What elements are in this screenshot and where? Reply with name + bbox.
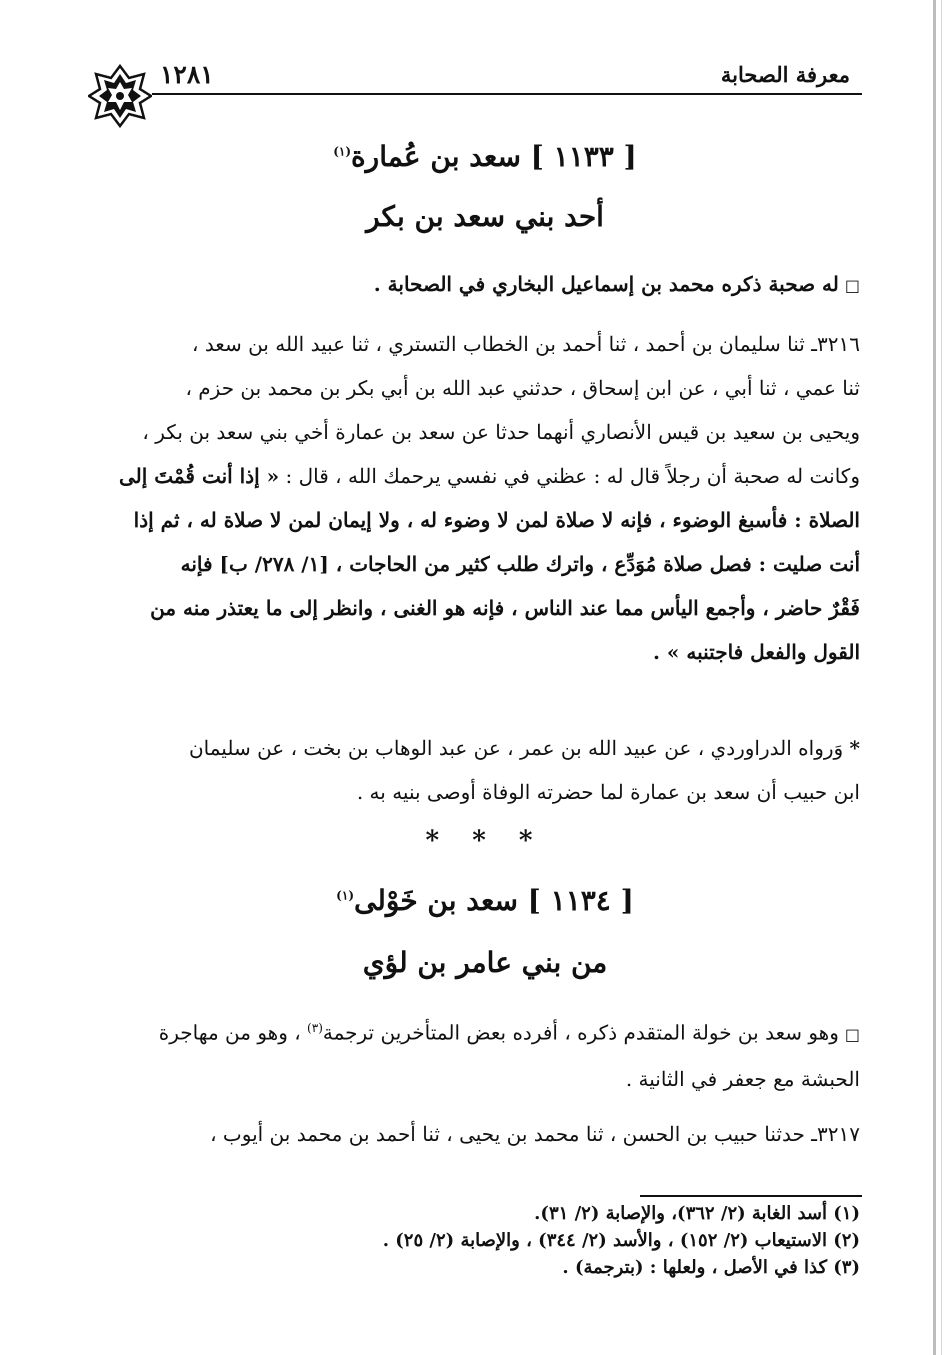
hadith-line — [90, 454, 860, 498]
entry-heading — [110, 884, 860, 917]
hadith-line: ثنا عمي ، ثنا أبي ، عن ابن إسحاق ، حدثني عبد الله بن أبي بكر بن محمد بن حزم ، — [185, 376, 860, 400]
footnote-rule — [640, 1195, 862, 1197]
hadith-paragraph — [90, 1112, 860, 1156]
entry-subheading: من بني عامر بن لؤي — [362, 946, 608, 979]
footnote-mark: (١) — [336, 888, 354, 903]
entry-intro — [90, 1006, 860, 1101]
header-rule — [100, 93, 862, 95]
intro-line: □وهو سعد بن خولة المتقدم ذكره ، أفرده بعض المتأخرين ترجمة$^{(٣)}$ ، وهو من مهاجرة — [158, 1020, 860, 1045]
footnote-mark: (١) — [333, 144, 352, 159]
entry-name: سعد بن خَوْلى — [354, 884, 518, 917]
hadith-line: الصلاة : فأسبغ الوضوء ، فإنه لا صلاة لمن لا وضوء له ، ولا إيمان لمن لا صلاة له ، ثم إذا — [133, 508, 860, 532]
footnote: (٣) كذا في الأصل ، ولعلها : (بترجمة) . — [562, 1257, 860, 1278]
page-edge — [933, 0, 936, 1355]
footnote: (٢) الاستيعاب (٢/ ١٥٢) ، والأسد (٢/ ٣٤٤) ، والإصابة (٢/ ٢٥) . — [382, 1230, 860, 1251]
hadith-line: القول والفعل فاجتنبه » . — [652, 640, 860, 664]
note-line: * وَرواه الدراوردي ، عن عبيد الله بن عمر ، عن عبد الوهاب بن بخت ، عن سليمان — [188, 736, 860, 760]
hadith-line: ٣٢١٦ـ ثنا سليمان بن أحمد ، ثنا أحمد بن الخطاب التستري ، ثنا عبيد الله بن سعد ، — [192, 332, 860, 356]
note-line: ابن حبيب أن سعد بن عمارة لما حضرته الوفاة أوصى بنيه به . — [356, 780, 860, 804]
entry-number: [ ١١٣٣ ] — [530, 140, 637, 173]
hadith-line-plain: وكانت له صحبة أن رجلاً قال له : عظني في نفسي يرحمك الله ، قال : — [285, 464, 860, 488]
entry-subheading: أحد بني سعد بن بكر — [366, 200, 604, 233]
octagonal-star-ornament-icon — [88, 64, 152, 128]
page-number: ١٢٨١ — [160, 60, 214, 89]
intro-text: له صحبة ذكره محمد بن إسماعيل البخاري في الصحابة . — [373, 272, 839, 296]
page-edge-inner — [941, 0, 942, 1355]
running-title: معرفة الصحابة — [720, 62, 850, 87]
section-separator: * * * — [425, 826, 545, 856]
hadith-paragraph — [90, 322, 860, 674]
footnote: (١) أسد الغابة (٢/ ٣٦٢)، والإصابة (٢/ ٣١). — [534, 1203, 860, 1224]
intro-line: الحبشة مع جعفر في الثانية . — [625, 1066, 860, 1091]
box-marker-icon: □ — [844, 1024, 860, 1044]
hadith-line: أنت صليت : فصل صلاة مُوَدِّع ، واترك طلب كثير من الحاجات ، [١/ ٢٧٨/ ب] فإنه — [180, 552, 860, 576]
entry-intro — [90, 262, 860, 308]
hadith-line: ويحيى بن سعيد بن قيس الأنصاري أنهما حدثا عن سعد بن عمارة أخي بني سعد بن بكر ، — [142, 420, 860, 444]
box-marker-icon: □ — [844, 276, 860, 295]
narration-note — [90, 726, 860, 814]
footnotes — [90, 1200, 860, 1281]
hadith-line: فَقْرٌ حاضر ، وأجمع اليأس مما عند الناس ، فإنه هو الغنى ، وانظر إلى ما يعتذر منه من — [150, 596, 860, 620]
star-marker-icon: * — [849, 736, 860, 760]
entry-heading — [110, 140, 860, 173]
hadith-line: ٣٢١٧ـ حدثنا حبيب بن الحسن ، ثنا محمد بن يحيى ، ثنا أحمد بن محمد بن أيوب ، — [210, 1122, 860, 1146]
entry-name: سعد بن عُمارة — [351, 140, 521, 173]
entry-number: [ ١١٣٤ ] — [527, 884, 634, 917]
footnote-mark: (٣) — [307, 1021, 323, 1035]
hadith-quote-start: « إذا أنت قُمْتَ إلى — [118, 464, 280, 488]
